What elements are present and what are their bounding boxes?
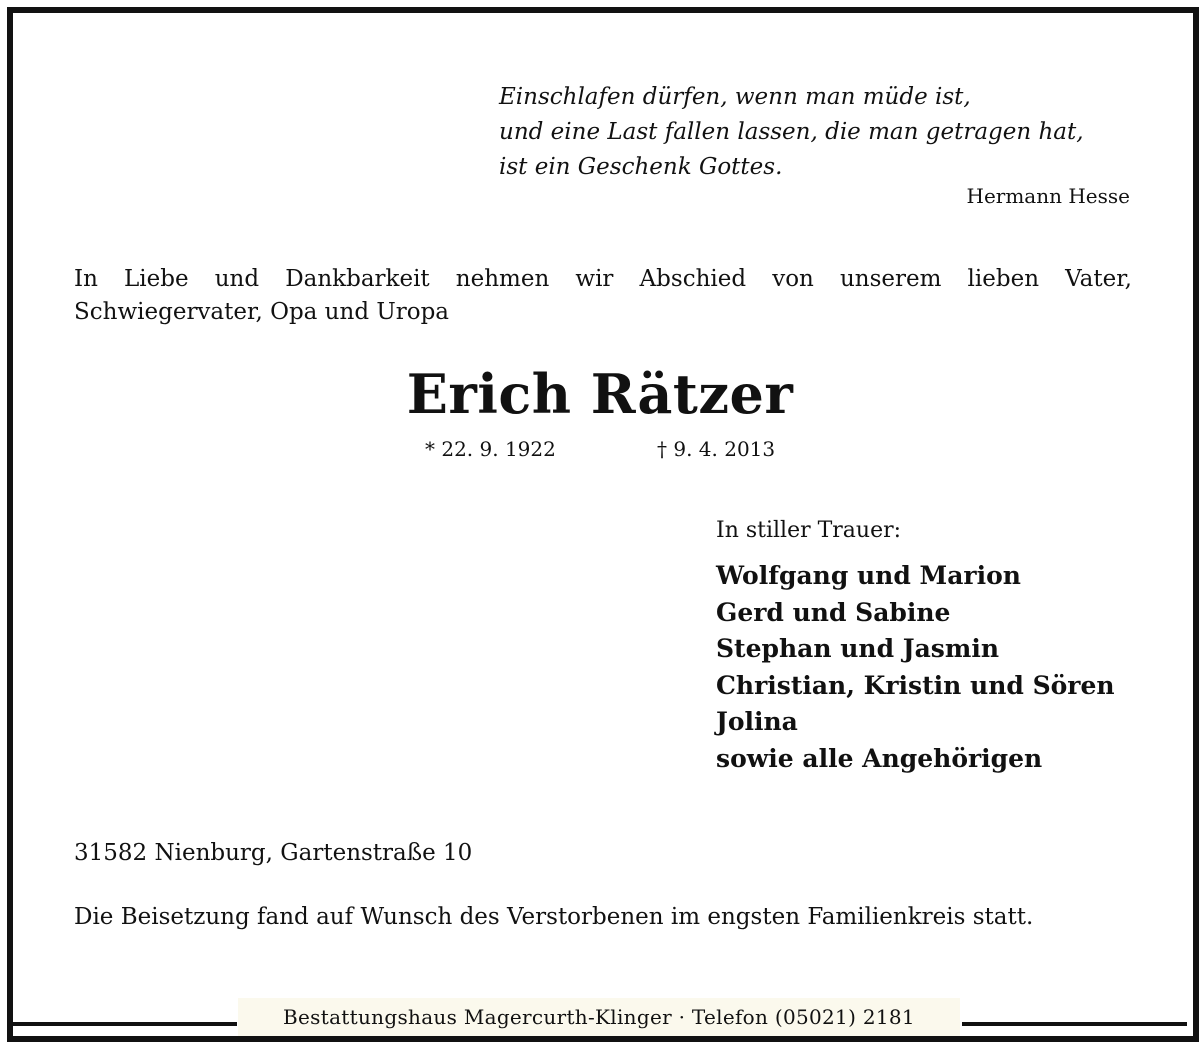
intro-line: Schwiegervater, Opa und Uropa (74, 299, 450, 325)
footer-divider-right (962, 1022, 1187, 1026)
funeral-home-footer: Bestattungshaus Magercurth-Klinger · Telefon (05021) 2181 (238, 998, 960, 1036)
footer-divider-left (13, 1022, 237, 1026)
mourner-name: Stephan und Jasmin (716, 634, 1000, 664)
mourner-name: sowie alle Angehörigen (716, 743, 1043, 773)
deceased-name: Erich Rätzer (406, 362, 794, 426)
death-date: † 9. 4. 2013 (657, 437, 776, 461)
quote (499, 80, 1084, 185)
mourner-name: Gerd und Sabine (716, 597, 951, 627)
intro-text (74, 263, 1132, 329)
birth-date: * 22. 9. 1922 (425, 437, 556, 461)
mourning-label: In stiller Trauer: (716, 518, 902, 543)
mourners-list (716, 558, 1115, 778)
mourner-name: Jolina (716, 707, 798, 737)
burial-note: Die Beisetzung fand auf Wunsch des Verstorbenen im engsten Familienkreis statt. (74, 904, 1034, 930)
mourner-name: Wolfgang und Marion (716, 561, 1021, 590)
quote-line: ist ein Geschenk Gottes. (499, 154, 783, 180)
mourner-name: Christian, Kristin und Sören (716, 670, 1115, 700)
quote-line: Einschlafen dürfen, wenn man müde ist, (499, 84, 971, 110)
quote-author: Hermann Hesse (966, 184, 1130, 208)
address: 31582 Nienburg, Gartenstraße 10 (74, 840, 473, 866)
quote-line: und eine Last fallen lassen, die man getragen hat, (499, 119, 1084, 145)
intro-line: In Liebe und Dankbarkeit nehmen wir Abschied von unserem lieben Vater, (74, 266, 1132, 292)
